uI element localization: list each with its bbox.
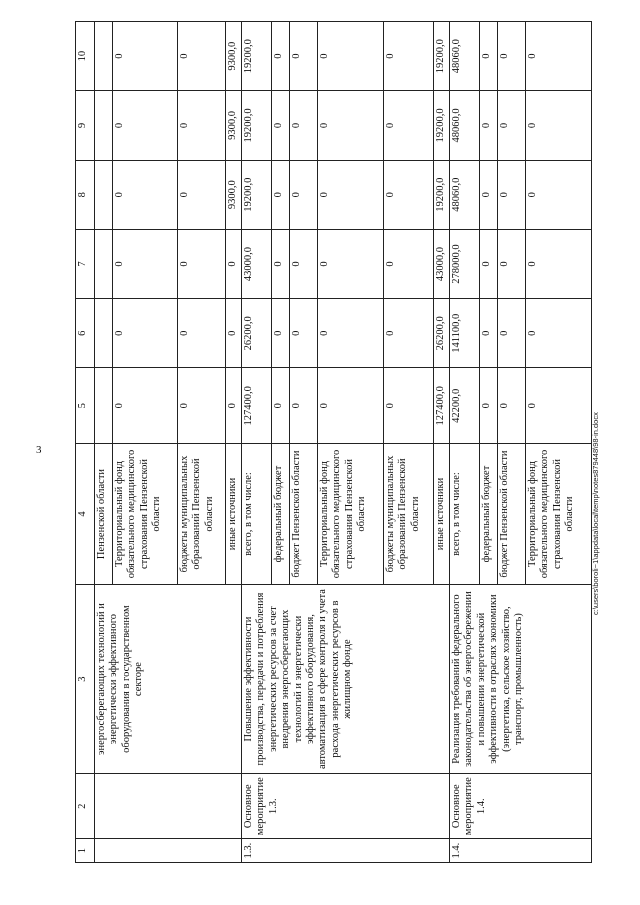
col-header: 6 [76, 299, 95, 368]
value-cell: 0 [272, 91, 290, 160]
value-cell: 0 [178, 160, 226, 229]
value-cell: 0 [272, 368, 290, 444]
value-cell: 0 [526, 91, 592, 160]
value-cell [95, 22, 113, 91]
value-cell: 0 [384, 368, 434, 444]
value-cell: 0 [272, 160, 290, 229]
value-cell: 0 [272, 229, 290, 298]
value-cell [95, 160, 113, 229]
value-cell: 127400,0 [434, 368, 450, 444]
value-cell: 127400,0 [242, 368, 272, 444]
funding-source: всего, в том числе: [242, 444, 272, 585]
value-cell: 19200,0 [242, 22, 272, 91]
value-cell: 0 [178, 368, 226, 444]
col-header: 4 [76, 444, 95, 585]
value-cell: 0 [178, 91, 226, 160]
funding-source: всего, в том числе: [450, 444, 480, 585]
value-cell: 0 [480, 229, 498, 298]
value-cell: 0 [113, 22, 178, 91]
value-cell: 0 [384, 22, 434, 91]
value-cell: 0 [384, 299, 434, 368]
table-row [450, 22, 480, 863]
value-cell: 0 [384, 229, 434, 298]
value-cell [95, 91, 113, 160]
value-cell: 0 [178, 299, 226, 368]
value-cell: 19200,0 [242, 160, 272, 229]
funding-source: Территориальный фонд обязательного медицинского страхования Пензенской области [526, 444, 592, 585]
file-path-footer: c:\users\boroli~1\appdata\local\temp\notes879448\98-in.docx [591, 412, 600, 615]
value-cell: 42200,0 [450, 368, 480, 444]
value-cell: 0 [384, 91, 434, 160]
value-cell: 0 [480, 368, 498, 444]
value-cell: 0 [498, 229, 526, 298]
value-cell: 0 [318, 22, 384, 91]
item-name [95, 774, 242, 839]
value-cell: 43000,0 [242, 229, 272, 298]
value-cell: 0 [498, 160, 526, 229]
value-cell: 19200,0 [434, 22, 450, 91]
item-number: 1.3. [242, 839, 450, 863]
header-row [76, 22, 95, 863]
budget-table [75, 21, 592, 863]
col-header: 9 [76, 91, 95, 160]
value-cell: 0 [318, 91, 384, 160]
funding-source: бюджеты муниципальных образований Пензенской области [384, 444, 434, 585]
table-row [95, 22, 113, 863]
value-cell: 0 [318, 368, 384, 444]
value-cell: 0 [290, 22, 318, 91]
table-row [242, 22, 272, 863]
item-description: Повышение эффективности производства, передачи и потребления энергетических ресурсов за счет внедрения энергосберегающих технологий и энергетически эффективного оборудования, автоматизация в сфере контроля и учета расхода энергетических ресурсов в жилищном фонде [242, 584, 450, 773]
value-cell: 0 [290, 91, 318, 160]
item-number [95, 839, 242, 863]
funding-source: Территориальный фонд обязательного медицинского страхования Пензенской области [113, 444, 178, 585]
value-cell: 48060,0 [450, 91, 480, 160]
item-description: энергосберегающих технологий и энергетически эффективного оборудования в государственном секторе [95, 584, 242, 773]
value-cell: 141100,0 [450, 299, 480, 368]
value-cell: 0 [526, 368, 592, 444]
table-body [95, 22, 592, 863]
col-header: 10 [76, 22, 95, 91]
item-description: Реализация требований федерального законодательства об энергосбережении и повышении энергетической эффективности в отраслях экономики (энергетика, сельское хозяйство, транспорт, промышленность) [450, 584, 592, 773]
col-header: 2 [76, 774, 95, 839]
funding-source: иные источники [434, 444, 450, 585]
value-cell: 0 [480, 299, 498, 368]
value-cell: 0 [526, 22, 592, 91]
value-cell: 0 [290, 299, 318, 368]
value-cell: 0 [480, 160, 498, 229]
value-cell [95, 229, 113, 298]
funding-source: бюджет Пензенской области [290, 444, 318, 585]
value-cell: 0 [318, 299, 384, 368]
value-cell: 0 [498, 299, 526, 368]
value-cell: 0 [290, 229, 318, 298]
value-cell: 0 [113, 91, 178, 160]
funding-source: федеральный бюджет [480, 444, 498, 585]
value-cell: 0 [526, 160, 592, 229]
col-header: 8 [76, 160, 95, 229]
item-name: Основное мероприятие 1.4. [450, 774, 592, 839]
value-cell: 19200,0 [242, 91, 272, 160]
col-header: 5 [76, 368, 95, 444]
funding-source: федеральный бюджет [272, 444, 290, 585]
value-cell: 0 [318, 160, 384, 229]
value-cell: 0 [526, 299, 592, 368]
value-cell: 0 [480, 91, 498, 160]
value-cell: 0 [290, 160, 318, 229]
item-name: Основное мероприятие 1.3. [242, 774, 450, 839]
funding-source: Территориальный фонд обязательного медицинского страхования Пензенской области [318, 444, 384, 585]
value-cell [95, 299, 113, 368]
col-header: 1 [76, 839, 95, 863]
value-cell: 0 [498, 368, 526, 444]
value-cell: 0 [498, 91, 526, 160]
value-cell: 0 [226, 229, 242, 298]
value-cell: 26200,0 [434, 299, 450, 368]
value-cell: 48060,0 [450, 160, 480, 229]
value-cell: 0 [113, 160, 178, 229]
value-cell: 9300,0 [226, 91, 242, 160]
value-cell: 0 [384, 160, 434, 229]
rotated-table-container [75, 21, 589, 863]
value-cell: 0 [113, 368, 178, 444]
col-header: 3 [76, 584, 95, 773]
funding-source: бюджет Пензенской области [498, 444, 526, 585]
funding-source: иные источники [226, 444, 242, 585]
value-cell: 0 [272, 299, 290, 368]
value-cell: 19200,0 [434, 91, 450, 160]
value-cell: 0 [113, 229, 178, 298]
funding-source: Пензенской области [95, 444, 113, 585]
value-cell: 0 [178, 229, 226, 298]
item-number: 1.4. [450, 839, 592, 863]
value-cell: 0 [113, 299, 178, 368]
value-cell: 0 [290, 368, 318, 444]
value-cell: 9300,0 [226, 160, 242, 229]
value-cell: 9300,0 [226, 22, 242, 91]
value-cell: 43000,0 [434, 229, 450, 298]
value-cell: 0 [526, 229, 592, 298]
value-cell: 0 [226, 299, 242, 368]
page-number: 3 [36, 444, 42, 456]
col-header: 7 [76, 229, 95, 298]
value-cell: 0 [498, 22, 526, 91]
value-cell: 0 [480, 22, 498, 91]
value-cell: 278000,0 [450, 229, 480, 298]
value-cell: 26200,0 [242, 299, 272, 368]
value-cell: 0 [272, 22, 290, 91]
value-cell: 19200,0 [434, 160, 450, 229]
value-cell: 0 [226, 368, 242, 444]
value-cell: 0 [178, 22, 226, 91]
value-cell [95, 368, 113, 444]
value-cell: 48060,0 [450, 22, 480, 91]
value-cell: 0 [318, 229, 384, 298]
funding-source: бюджеты муниципальных образований Пензенской области [178, 444, 226, 585]
